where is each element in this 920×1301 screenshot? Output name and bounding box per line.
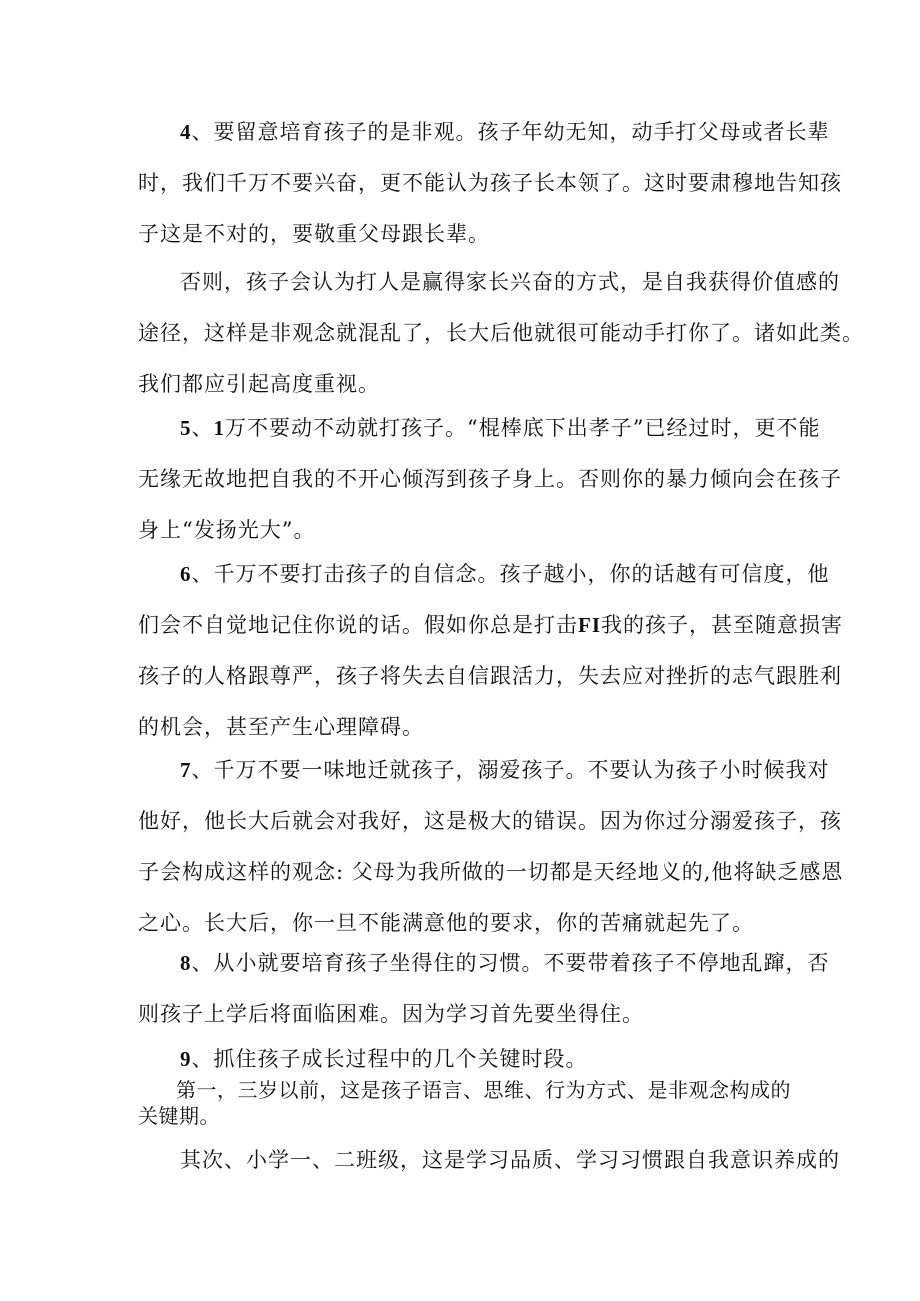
paragraph-line: 否则，孩子会认为打人是赢得家长兴奋的方式，是自我获得价值感的	[180, 270, 840, 294]
paragraph-line: 其次、小学一、二班级，这是学习品质、学习习惯跟自我意识养成的	[180, 1148, 840, 1172]
paragraph-line: 身上“发扬光大”。	[138, 518, 316, 542]
paragraph-line: 关键期。	[138, 1104, 220, 1128]
paragraph-line: 6、千万不要打击孩子的自信念。孩子越小，你的话越有可信度，他	[180, 562, 830, 586]
paragraph-line: 无缘无故地把自我的不开心倾泻到孩子身上。否则你的暴力倾向会在孩子	[138, 467, 842, 491]
paragraph-line: 7、千万不要一味地迁就孩子，溺爱孩子。不要认为孩子小时候我对	[180, 758, 830, 782]
item-number: 7	[180, 758, 192, 782]
paragraph-line: 们会不自觉地记住你说的话。假如你总是打击FI我的孩子，甚至随意损害	[138, 613, 843, 637]
paragraph-line: 之心。长大后，你一旦不能满意他的要求，你的苦痛就起先了。	[138, 911, 754, 935]
paragraph-line: 9、抓住孩子成长过程中的几个关键时段。	[180, 1047, 588, 1071]
paragraph-line: 子会构成这样的观念: 父母为我所做的一切都是天经地义的,他将缺乏感恩	[138, 860, 844, 884]
paragraph-line: 8、从小就要培育孩子坐得住的习惯。不要带着孩子不停地乱蹿，否	[180, 951, 830, 975]
paragraph-line: 则孩子上学后将面临困难。因为学习首先要坐得住。	[138, 1002, 644, 1026]
paragraph-line: 第一，三岁以前，这是孩子语言、思维、行为方式、是非观念构成的	[176, 1078, 791, 1102]
item-number: 9	[180, 1047, 192, 1071]
item-number: 8	[180, 951, 192, 975]
paragraph-line: 子这是不对的，要敬重父母跟长辈。	[138, 222, 490, 246]
paragraph-line: 4、要留意培育孩子的是非观。孩子年幼无知，动手打父母或者长辈	[180, 120, 830, 144]
paragraph-line: 孩子的人格跟尊严，孩子将失去自信跟活力，失去应对挫折的志气跟胜利	[138, 664, 842, 688]
paragraph-line: 我们都应引起高度重视。	[138, 372, 380, 396]
item-number: 4	[180, 120, 192, 144]
paragraph-line: 的机会，甚至产生心理障碍。	[138, 715, 424, 739]
paragraph-line: 他好，他长大后就会对我好，这是极大的错误。因为你过分溺爱孩子，孩	[138, 809, 842, 833]
paragraph-line: 途径，这样是非观念就混乱了，长大后他就很可能动手打你了。诸如此类。	[138, 321, 864, 345]
paragraph-line: 5、1万不要动不动就打孩子。“棍棒底下出孝子”已经过时，更不能	[180, 416, 821, 440]
item-number: 6	[180, 562, 192, 586]
item-number: 5	[180, 416, 192, 440]
paragraph-line: 时，我们千万不要兴奋，更不能认为孩子长本领了。这时要肃穆地告知孩	[138, 171, 842, 195]
